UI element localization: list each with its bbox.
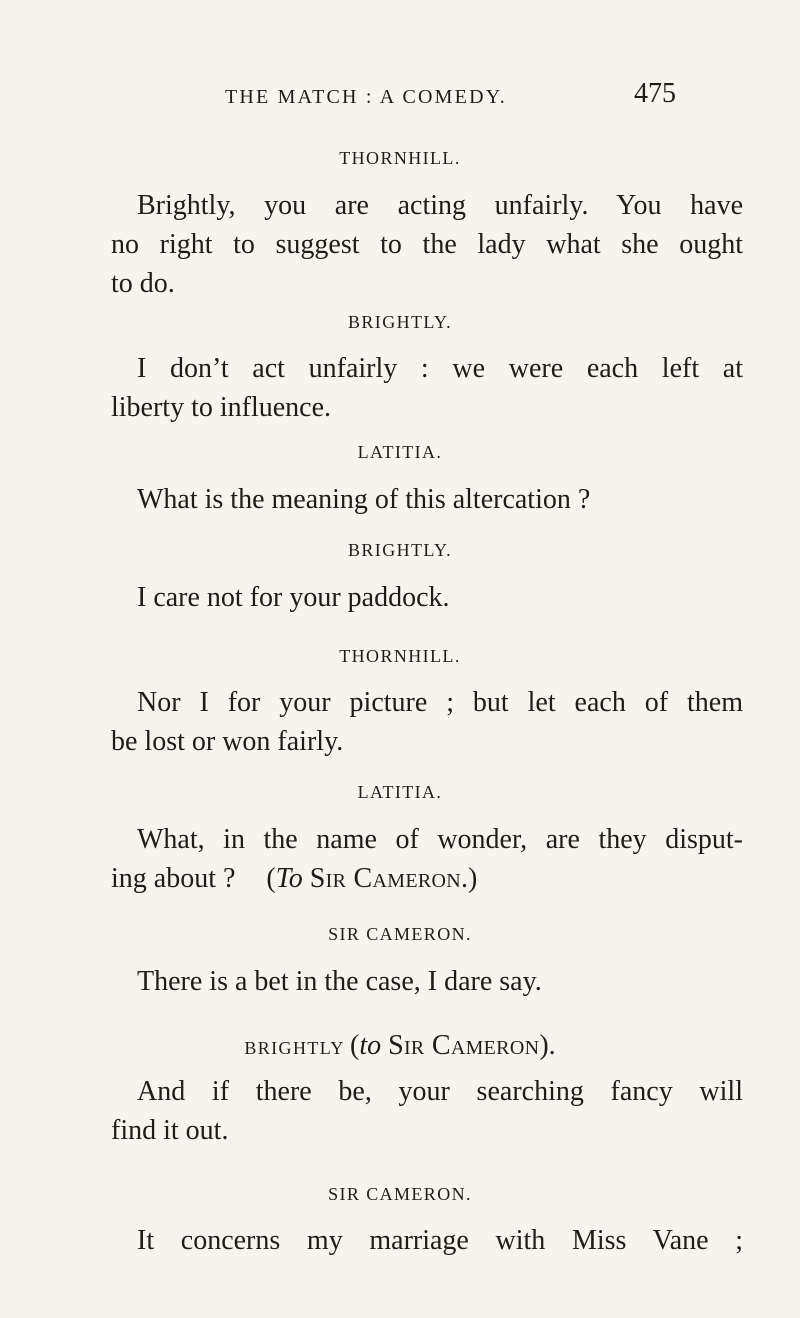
speech-line-with-direction [111, 865, 743, 893]
speaker-brightly-3 [0, 1030, 800, 1062]
speaker-latitia-2: LATITIA. [357, 782, 443, 802]
speech-fragment: ing about ? [111, 863, 236, 894]
speaker-direction-name: Sir Cameron [388, 1030, 540, 1061]
speech-line: Brightly, you are acting unfairly. You have [137, 190, 743, 221]
speech-line: find it out. [111, 1115, 229, 1146]
speaker-thornhill-2: THORNHILL. [339, 646, 461, 666]
speech-line: to do. [111, 268, 175, 299]
page-number: 475 [634, 78, 676, 109]
speech-line: I don’t act unfairly : we were each left at [137, 353, 743, 384]
running-title: THE MATCH : A COMEDY. [225, 86, 507, 108]
speech-line: no right to suggest to the lady what she ought [111, 229, 743, 260]
speaker-direction-open: ( [349, 1030, 360, 1061]
stage-direction-to: To [275, 863, 303, 894]
speaker-brightly-2: BRIGHTLY. [348, 540, 452, 560]
speech-line: I care not for your paddock. [137, 582, 450, 613]
speech-line: What is the meaning of this altercation ? [137, 484, 591, 515]
speech-line: liberty to influence. [111, 392, 332, 423]
speech-line: Nor I for your picture ; but let each of them [137, 687, 743, 718]
speaker-thornhill-1: THORNHILL. [339, 148, 461, 168]
speaker-latitia-1: LATITIA. [357, 442, 443, 462]
speech-line: And if there be, your searching fancy will [137, 1076, 743, 1107]
speaker-name: BRIGHTLY [244, 1038, 345, 1058]
speech-line: There is a bet in the case, I dare say. [137, 966, 542, 997]
speech-line: be lost or won fairly. [111, 726, 344, 757]
speech-line: What, in the name of wonder, are they disput- [137, 824, 743, 855]
speaker-direction-to: to [359, 1030, 382, 1061]
speech-line: It concerns my marriage with Miss Vane ; [137, 1225, 743, 1256]
speaker-sir-cameron-2: SIR CAMERON. [328, 1184, 472, 1204]
stage-direction-close: .) [460, 863, 478, 894]
speaker-brightly-1: BRIGHTLY. [348, 312, 452, 332]
stage-direction-name: Sir Cameron [309, 863, 461, 894]
speaker-sir-cameron-1: SIR CAMERON. [328, 924, 472, 944]
speaker-direction-close: ). [539, 1030, 556, 1061]
stage-direction-open: ( [266, 863, 276, 894]
